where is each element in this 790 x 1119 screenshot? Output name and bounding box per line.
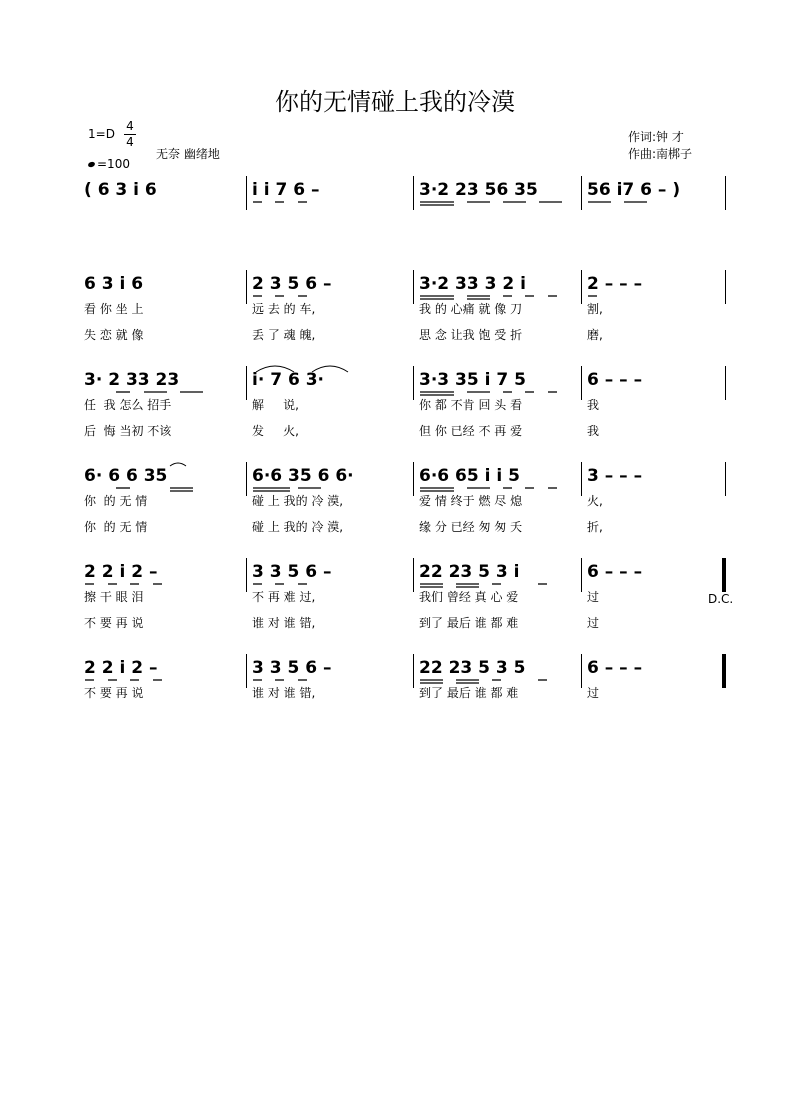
- measure-notes: 56 i7 6 – ): [587, 180, 681, 200]
- lyric-line: 丢 了 魂 魄,: [252, 328, 316, 342]
- measure-notes: 6·6 65 i i 5: [419, 466, 520, 486]
- measure-notes: 6 – – –: [587, 658, 643, 678]
- lyric-line: 你 的 无 情: [84, 494, 148, 508]
- slur-mark: [312, 366, 348, 372]
- measure-notes: 22 23 5 3 i: [419, 562, 520, 582]
- lyric-line: 我: [587, 398, 600, 412]
- measure-notes: 3·2 33 3 2 i: [419, 274, 526, 294]
- measure-notes: 6 – – –: [587, 370, 643, 390]
- slur-mark: [170, 463, 186, 466]
- lyric-line: 折,: [587, 520, 603, 534]
- lyric-line: 远 去 的 车,: [252, 302, 316, 316]
- music-credit: 作曲:南梆子: [628, 147, 693, 161]
- lyric-line: 过: [587, 686, 600, 700]
- lyric-line: 你 的 无 情: [84, 520, 148, 534]
- lyric-line: 但 你 已经 不 再 爱: [419, 424, 523, 438]
- measure-notes: 2 3 5 6 –: [252, 274, 332, 294]
- lyric-line: 过: [587, 616, 600, 630]
- lyric-line: 不 再 难 过,: [252, 590, 316, 604]
- lyric-line: 割,: [587, 302, 603, 316]
- lyric-line: 失 恋 就 像: [84, 328, 144, 342]
- measure-notes: 3 3 5 6 –: [252, 658, 332, 678]
- lyric-line: 不 要 再 说: [84, 616, 144, 630]
- lyric-line: 谁 对 谁 错,: [252, 616, 316, 630]
- lyric-line: 到了 最后 谁 都 难: [419, 686, 519, 700]
- lyric-line: 发 火,: [252, 424, 299, 438]
- measure-notes: 2 – – –: [587, 274, 643, 294]
- lyric-line: 思 念 让我 饱 受 折: [419, 328, 523, 342]
- lyric-line: 到了 最后 谁 都 难: [419, 616, 519, 630]
- song-title: 你的无情碰上我的冷漠: [275, 88, 515, 116]
- lyrics-credit: 作词:钟 才: [628, 130, 684, 144]
- measure-notes: 3· 2 33 23: [84, 370, 180, 390]
- measure-notes: 2 2 i 2 –: [84, 562, 158, 582]
- lyric-line: 磨,: [587, 328, 603, 342]
- expression-marking: 无奈 幽绪地: [156, 147, 220, 161]
- lyric-line: 解 说,: [252, 398, 299, 412]
- lyric-line: 缘 分 已经 匆 匆 夭: [419, 520, 523, 534]
- measure-notes: 6·6 35 6 6·: [252, 466, 354, 486]
- lyric-line: 后 悔 当初 不该: [84, 424, 172, 438]
- da-capo-mark: D.C.: [708, 592, 734, 606]
- measure-notes: 6· 6 6 35: [84, 466, 168, 486]
- tempo-value: =100: [97, 157, 130, 171]
- lyric-line: 擦 干 眼 泪: [84, 590, 144, 604]
- measure-notes: 2 2 i 2 –: [84, 658, 158, 678]
- lyric-line: 谁 对 谁 错,: [252, 686, 316, 700]
- measure-notes: 3·3 35 i 7 5: [419, 370, 526, 390]
- time-sig-top: 4: [126, 119, 134, 133]
- lyric-line: 过: [587, 590, 600, 604]
- lyric-line: 我 的 心痛 就 像 刀: [419, 302, 523, 316]
- lyric-line: 任 我 怎么 招手: [84, 398, 172, 412]
- slur-mark: [256, 366, 294, 372]
- measure-notes: 6 3 i 6: [84, 274, 144, 294]
- lyric-line: 不 要 再 说: [84, 686, 144, 700]
- measure-notes: i· 7 6 3·: [252, 370, 324, 390]
- lyric-line: 碰 上 我的 冷 漠,: [252, 494, 344, 508]
- key-signature: 1=D: [88, 127, 115, 141]
- measure-notes: 3·2 23 56 35: [419, 180, 538, 200]
- lyric-line: 我: [587, 424, 600, 438]
- lyric-line: 火,: [587, 494, 603, 508]
- measure-notes: 3 3 5 6 –: [252, 562, 332, 582]
- lyric-line: 爱 情 终于 燃 尽 熄: [419, 494, 523, 508]
- measure-notes: 6 – – –: [587, 562, 643, 582]
- lyric-line: 你 都 不肯 回 头 看: [419, 398, 523, 412]
- lyric-line: 我们 曾经 真 心 爱: [419, 590, 519, 604]
- lyric-line: 看 你 坐 上: [84, 302, 144, 316]
- measure-notes: 3 – – –: [587, 466, 643, 486]
- time-sig-bottom: 4: [126, 135, 134, 149]
- measure-notes: ( 6 3 i 6: [84, 180, 157, 200]
- measure-notes: i i 7 6 –: [252, 180, 320, 200]
- measure-notes: 22 23 5 3 5: [419, 658, 526, 678]
- lyric-line: 碰 上 我的 冷 漠,: [252, 520, 344, 534]
- beams: [85, 202, 647, 683]
